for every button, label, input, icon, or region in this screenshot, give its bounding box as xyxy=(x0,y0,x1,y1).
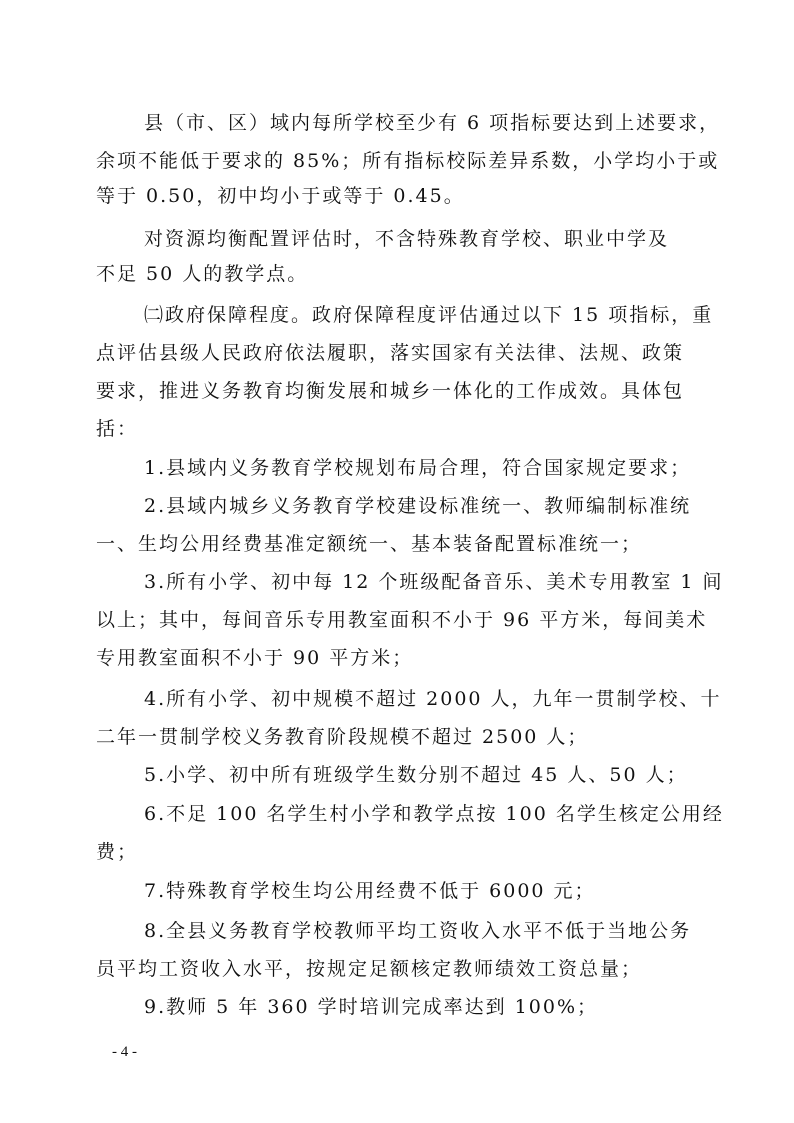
text-line: 括： xyxy=(96,418,139,440)
text-line: 3.所有小学、初中每 12 个班级配备音乐、美术专用教室 1 间 xyxy=(144,571,724,593)
text-line: 5.小学、初中所有班级学生数分别不超过 45 人、50 人； xyxy=(144,764,688,786)
text-line: 要求，推进义务教育均衡发展和城乡一体化的工作成效。具体包 xyxy=(96,380,685,402)
text-line: 费； xyxy=(96,841,139,863)
text-line: 4.所有小学、初中规模不超过 2000 人，九年一贯制学校、十 xyxy=(144,688,722,710)
text-line: 1.县域内义务教育学校规划布局合理，符合国家规定要求； xyxy=(144,457,692,479)
text-line: 9.教师 5 年 360 学时培训完成率达到 100%； xyxy=(144,996,598,1018)
text-line: 以上；其中，每间音乐专用教室面积不小于 96 平方米，每间美术 xyxy=(96,609,708,631)
text-line: 6.不足 100 名学生村小学和教学点按 100 名学生核定公用经 xyxy=(144,803,724,825)
text-line: 二年一贯制学校义务教育阶段规模不超过 2500 人； xyxy=(96,726,589,748)
text-line: 8.全县义务教育学校教师平均工资收入水平不低于当地公务 xyxy=(144,920,692,942)
text-line: 余项不能低于要求的 85%；所有指标校际差异系数，小学均小于或 xyxy=(96,150,720,172)
text-line: 专用教室面积不小于 90 平方米； xyxy=(96,647,414,669)
text-line: 一、生均公用经费基准定额统一、基本装备配置标准统一； xyxy=(96,533,643,555)
text-line: 对资源均衡配置评估时，不含特殊教育学校、职业中学及 xyxy=(144,228,670,250)
text-line: 7.特殊教育学校生均公用经费不低于 6000 元； xyxy=(144,880,596,902)
page-number: - 4 - xyxy=(112,1044,137,1060)
text-line: 员平均工资收入水平，按规定足额核定教师绩效工资总量； xyxy=(96,958,643,980)
text-line: 县（市、区）域内每所学校至少有 6 项指标要达到上述要求， xyxy=(144,112,721,134)
text-line: 点评估县级人民政府依法履职，落实国家有关法律、法规、政策 xyxy=(96,342,685,364)
text-line: 等于 0.50，初中均小于或等于 0.45。 xyxy=(96,185,465,207)
text-line: 2.县域内城乡义务教育学校建设标准统一、教师编制标准统 xyxy=(144,495,692,517)
text-line: 不足 50 人的教学点。 xyxy=(96,263,309,285)
text-line: ㈡政府保障程度。政府保障程度评估通过以下 15 项指标，重 xyxy=(144,304,714,326)
